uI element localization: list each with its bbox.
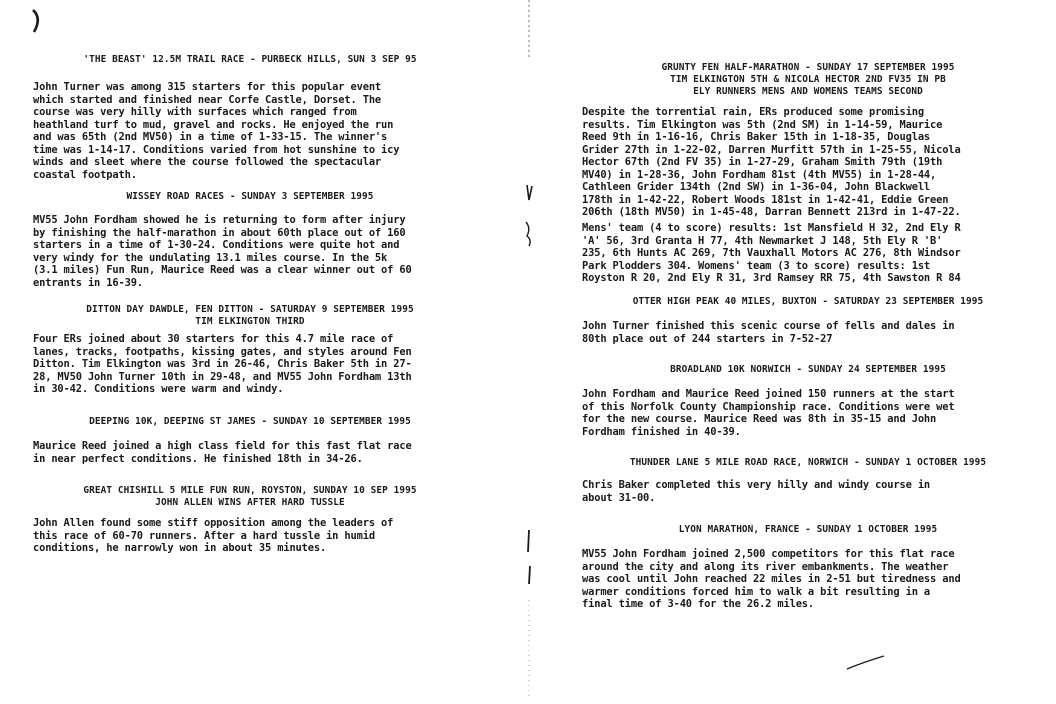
section-heading-ditton: DITTON DAY DAWDLE, FEN DITTON - SATURDAY 9 SEPTEMBER 1995 TIM ELKINGTON THIRD: [86, 304, 414, 327]
section-body-otter: John Turner finished this scenic course of fells and dales in 80th place out of 244 starters in 7-52-27: [582, 320, 955, 345]
section-body-deeping: Maurice Reed joined a high class field for this fast flat race in near perfect conditions. He finished 18th in 34-26.: [33, 440, 412, 465]
section-heading-deeping: DEEPING 10K, DEEPING ST JAMES - SUNDAY 10 SEPTEMBER 1995: [89, 416, 411, 427]
section-body-grunty: Despite the torrential rain, ERs produced some promising results. Tim Elkington was 5th (2nd SM) in 1-14-59, Maurice Reed 9th in 1-16-16, Chris Baker 15th in 1-18-35, Douglas Grider 27th in 1-22-02, Darren Murfitt 57th in 1-25-55, Nicola Hector 67th (2nd FV 35) in 1-27-29, Graham Smith 79th (19th MV40) in 1-28-36, John Fordham 81st (4th MV55) in 1-28-44, Cathleen Grider 134th (2nd SW) in 1-36-04, John Blackwell 178th in 1-42-22, Robert Woods 181st in 1-42-41, Eddie Green 206th (18th MV50) in 1-45-48, Darran Bennett 213rd in 1-47-22.: [582, 106, 961, 218]
section-body-broadland: John Fordham and Maurice Reed joined 150 runners at the start of this Norfolk County Championship race. Conditions were wet for the new course. Maurice Reed was 8th in 35-15 and John Fordham finished in 40-39.: [582, 388, 955, 438]
section-body-ditton: Four ERs joined about 30 starters for this 4.7 mile race of lanes, tracks, footpaths, kissing gates, and styles around Fen Ditton. Tim Elkington was 3rd in 26-46, Chris Baker 5th in 27- 28, MV50 John Turner 10th in 29-48, and MV55 John Fordham 13th in 30-42. Conditions were warm and windy.: [33, 333, 412, 395]
bracket-mark: [30, 8, 44, 38]
section-heading-wissey: WISSEY ROAD RACES - SUNDAY 3 SEPTEMBER 1995: [126, 191, 374, 202]
section-body-grunty-teams: Mens' team (4 to score) results: 1st Mansfield H 32, 2nd Ely R 'A' 56, 3rd Granta H 77, 4th Newmarket J 148, 5th Ely R 'B' 235, 6th Hunts AC 269, 7th Vauxhall Motors AC 276, 8th Windsor Park Plodders 304. Womens' team (3 to score) results: 1st Royston R 20, 2nd Ely R 31, 3rd Ramsey RR 75, 4th Sawston R 84: [582, 222, 961, 284]
section-heading-broadland: BROADLAND 10K NORWICH - SUNDAY 24 SEPTEMBER 1995: [670, 364, 946, 375]
page-spine: [524, 0, 534, 700]
section-heading-chishill: GREAT CHISHILL 5 MILE FUN RUN, ROYSTON, SUNDAY 10 SEP 1995 JOHN ALLEN WINS AFTER HARD TUSSLE: [83, 485, 417, 508]
section-heading-thunder: THUNDER LANE 5 MILE ROAD RACE, NORWICH - SUNDAY 1 OCTOBER 1995: [629, 457, 987, 468]
left-page: [0, 0, 500, 700]
section-body-chishill: John Allen found some stiff opposition among the leaders of this race of 60-70 runners. After a hard tussle in humid conditions, he narrowly won in about 35 minutes.: [33, 517, 394, 554]
section-body-wissey: MV55 John Fordham showed he is returning to form after injury by finishing the half-marathon in about 60th place out of 160 starters in a time of 1-30-24. Conditions were quite hot and very windy for the undulating 13.1 miles course. In the 5k (3.1 miles) Fun Run, Maurice Reed was a clear winner out of 60 entrants in 16-39.: [33, 214, 412, 289]
section-heading-grunty: GRUNTY FEN HALF-MARATHON - SUNDAY 17 SEPTEMBER 1995 TIM ELKINGTON 5TH & NICOLA HECTOR 2ND FV35 IN PB ELY RUNNERS MENS AND WOMENS TEAMS SECOND: [661, 62, 955, 97]
section-body-beast: John Turner was among 315 starters for this popular event which started and finished near Corfe Castle, Dorset. The course was very hilly with surfaces which ranged from heathland turf to mud, gravel and rocks. He enjoyed the run and was 65th (2nd MV50) in a time of 1-33-15. The winner's time was 1-14-17. Conditions varied from hot sunshine to icy winds and sleet where the course followed the spectacular coastal footpath.: [33, 81, 400, 181]
section-heading-beast: 'THE BEAST' 12.5M TRAIL RACE - PURBECK HILLS, SUN 3 SEP 95: [83, 54, 417, 65]
right-page: [560, 0, 1056, 700]
section-heading-lyon: LYON MARATHON, FRANCE - SUNDAY 1 OCTOBER 1995: [678, 524, 938, 535]
pen-stroke-mark: [846, 652, 886, 676]
section-body-thunder: Chris Baker completed this very hilly and windy course in about 31-00.: [582, 479, 931, 504]
section-body-lyon: MV55 John Fordham joined 2,500 competitors for this flat race around the city and along its river embankments. The weather was cool until John reached 22 miles in 2-51 but tiredness and warmer conditions forced him to walk a bit resulting in a final time of 3-40 for the 26.2 miles.: [582, 548, 961, 610]
section-heading-otter: OTTER HIGH PEAK 40 MILES, BUXTON - SATURDAY 23 SEPTEMBER 1995: [632, 296, 984, 307]
